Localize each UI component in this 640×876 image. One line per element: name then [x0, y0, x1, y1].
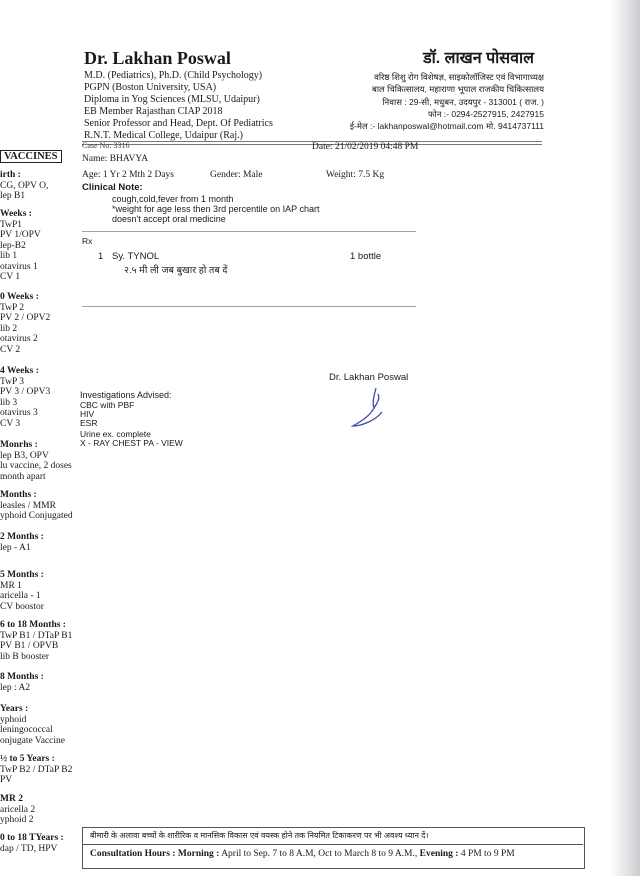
vaccine-group: [0, 366, 82, 429]
rx-instruction: २.५ मी ली जब बुखार हो तब दें: [124, 265, 228, 276]
vaccine-item: leningococcal: [0, 725, 53, 735]
vaccine-item: lib 2: [0, 323, 18, 334]
investigation-item: Urine ex. complete: [80, 429, 151, 439]
vaccine-item: otavirus 2: [0, 334, 38, 344]
clinical-note-line: doesn't accept oral medicine: [112, 214, 226, 224]
vaccine-item: lib 1: [0, 251, 18, 261]
qualification-line: Senior Professor and Head, Dept. Of Pediatrics: [84, 118, 273, 129]
vaccine-item: aricella - 1: [0, 591, 41, 601]
scan-edge-shadow: [610, 0, 640, 876]
vaccine-group: [0, 620, 82, 662]
vaccine-group: [0, 292, 82, 355]
rx-label: Rx: [82, 236, 93, 246]
investigation-item: ESR: [80, 418, 98, 428]
vaccine-item: lep B1: [0, 191, 26, 201]
vaccine-item: CV 3: [0, 418, 21, 429]
vaccine-item: lep-B2: [0, 240, 26, 251]
vaccine-group-heading: 5 Months :: [0, 570, 44, 580]
vaccine-group-heading: Years :: [0, 704, 29, 714]
vaccine-item: lep B3, OPV: [0, 450, 49, 461]
footer-hindi-note: बीमारी के अलावा बच्चों के शारीरिक व मानसिक विकास एवं वयस्क होने तक नियमित टिकाकरण पर भी अवश्य ध्यान दें।: [90, 831, 429, 840]
vaccine-group-heading: 0 to 18 TYears :: [0, 833, 64, 843]
rx-item-number: 1: [98, 251, 104, 262]
consultation-hours: [90, 849, 515, 859]
investigations-label: Investigations Advised:: [80, 390, 172, 400]
section-divider: [82, 306, 416, 307]
vaccine-item: MR 1: [0, 580, 22, 591]
morning-label: Morning :: [177, 849, 220, 859]
vaccine-item: TwP1: [0, 219, 23, 230]
hindi-header-line: फोन :- 0294-2527915, 2427915: [427, 109, 544, 119]
vaccine-item: leasles / MMR: [0, 500, 56, 511]
vaccine-item: CV 2: [0, 344, 21, 355]
hindi-header-line: बाल चिकित्सालय, महाराणा भूपाल राजकीय चिकित्सालय: [371, 84, 544, 94]
vaccine-item: TwP 2: [0, 302, 25, 313]
vaccine-group: [0, 754, 82, 786]
vaccine-group-heading: MR 2: [0, 794, 23, 804]
vaccine-title: VACCINES: [0, 150, 62, 163]
vaccine-group-heading: 4 Weeks :: [0, 366, 39, 376]
vaccine-item: TwP 3: [0, 376, 25, 387]
visit-date: Date: 21/02/2019 04:48 PM: [312, 142, 419, 152]
vaccine-group: [0, 170, 82, 202]
vaccine-group: [0, 833, 82, 854]
vaccine-group-heading: 0 Weeks :: [0, 292, 39, 302]
doctor-name-hindi: डॉ. लाखन पोसवाल: [423, 50, 534, 67]
vaccine-group-heading: Weeks :: [0, 209, 32, 219]
qualification-line: M.D. (Pediatrics), Ph.D. (Child Psychology): [84, 70, 263, 81]
footer-divider: [82, 844, 583, 845]
hindi-header-line: वरिष्ठ शिशु रोग विशेषज्ञ, साइकोलॉजिस्ट एवं विभागाध्यक्ष: [374, 72, 544, 82]
vaccine-item: CV boostor: [0, 601, 44, 612]
patient-name: Name: BHAVYA: [82, 154, 149, 164]
rx-drug: Sy. TYNOL: [112, 251, 160, 262]
vaccine-item: onjugate Vaccine: [0, 735, 65, 746]
vaccine-item: PV B1 / OPVB: [0, 641, 59, 651]
vaccine-group: [0, 704, 82, 746]
clinical-note-line: cough,cold,fever from 1 month: [112, 194, 234, 204]
qualification-line: R.N.T. Medical College, Udaipur (Raj.): [84, 130, 243, 141]
patient-age: Age: 1 Yr 2 Mth 2 Days: [82, 170, 174, 180]
clinical-note-line: *weight for age less then 3rd percentile on IAP chart: [112, 204, 320, 214]
vaccine-item: lib B booster: [0, 651, 50, 662]
vaccine-item: TwP B2 / DTaP B2: [0, 764, 73, 775]
patient-gender: Gender: Male: [210, 170, 263, 180]
vaccine-item: lep : A2: [0, 682, 31, 693]
vaccine-item: lib 3: [0, 397, 18, 408]
section-divider: [82, 231, 416, 232]
qualification-line: EB Member Rajasthan CIAP 2018: [84, 106, 223, 117]
rx-quantity: 1 bottle: [350, 251, 382, 262]
qualification-line: PGPN (Boston University, USA): [84, 82, 217, 93]
vaccine-group: [0, 570, 82, 612]
vaccine-group-heading: Months :: [0, 490, 37, 500]
case-number: Case No: 3316: [82, 141, 130, 150]
qualification-line: Diploma in Yog Sciences (MLSU, Udaipur): [84, 94, 260, 105]
vaccine-item: PV 3 / OPV3: [0, 387, 51, 397]
vaccine-item: lu vaccine, 2 doses: [0, 461, 72, 471]
investigation-item: HIV: [80, 409, 95, 419]
morning-hours: April to Sep. 7 to 8 A.M, Oct to March 8 to 9 A.M.,: [221, 849, 418, 859]
vaccine-group-heading: 6 to 18 Months :: [0, 620, 66, 630]
vaccine-group-heading: 2 Months :: [0, 532, 44, 542]
evening-label: Evening :: [419, 849, 459, 859]
vaccine-group: [0, 672, 82, 693]
vaccine-item: yphoid: [0, 714, 27, 725]
investigation-item: X - RAY CHEST PA - VIEW: [80, 438, 183, 448]
vaccine-group-heading: irth :: [0, 170, 21, 180]
vaccine-item: aricella 2: [0, 804, 36, 815]
consult-label: Consultation Hours :: [90, 849, 176, 859]
doctor-name: Dr. Lakhan Poswal: [84, 48, 231, 68]
signature-name: Dr. Lakhan Poswal: [329, 372, 409, 383]
vaccine-item: otavirus 3: [0, 408, 38, 418]
vaccine-item: CV 1: [0, 272, 21, 282]
vaccine-item: CG, OPV O,: [0, 180, 49, 191]
vaccine-group-heading: 8 Months :: [0, 672, 44, 682]
vaccine-group: [0, 794, 82, 826]
vaccine-item: lep - A1: [0, 542, 31, 553]
vaccine-item: TwP B1 / DTaP B1: [0, 630, 73, 641]
vaccine-item: otavirus 1: [0, 261, 38, 272]
vaccine-item: yphoid 2: [0, 815, 34, 825]
vaccine-group-heading: Monrhs :: [0, 440, 38, 450]
vaccine-item: PV: [0, 775, 13, 785]
vaccine-item: PV 1/OPV: [0, 230, 41, 240]
vaccine-group: [0, 490, 82, 522]
vaccine-group: [0, 209, 82, 283]
clinical-note-label: Clinical Note:: [82, 182, 143, 193]
vaccine-item: yphoid Conjugated: [0, 511, 73, 521]
patient-weight: Weight: 7.5 Kg: [326, 170, 385, 180]
vaccine-item: PV 2 / OPV2: [0, 313, 51, 323]
investigation-item: CBC with PBF: [80, 400, 135, 410]
vaccine-group: [0, 440, 82, 482]
vaccine-item: month apart: [0, 471, 46, 482]
evening-hours: 4 PM to 9 PM: [460, 849, 515, 859]
vaccine-item: dap / TD, HPV: [0, 843, 58, 854]
hindi-header-line: ई-मेल :- lakhanposwal@hotmail.com मो. 9414737111: [349, 121, 544, 131]
vaccine-group: [0, 532, 82, 553]
vaccine-schedule: [0, 150, 82, 876]
vaccine-group-heading: ½ to 5 Years :: [0, 754, 55, 764]
signature-scribble-icon: [348, 382, 408, 432]
hindi-header-line: निवास : 29-सी, मधुबन, उदयपुर - 313001 ( राज. ): [382, 97, 544, 107]
